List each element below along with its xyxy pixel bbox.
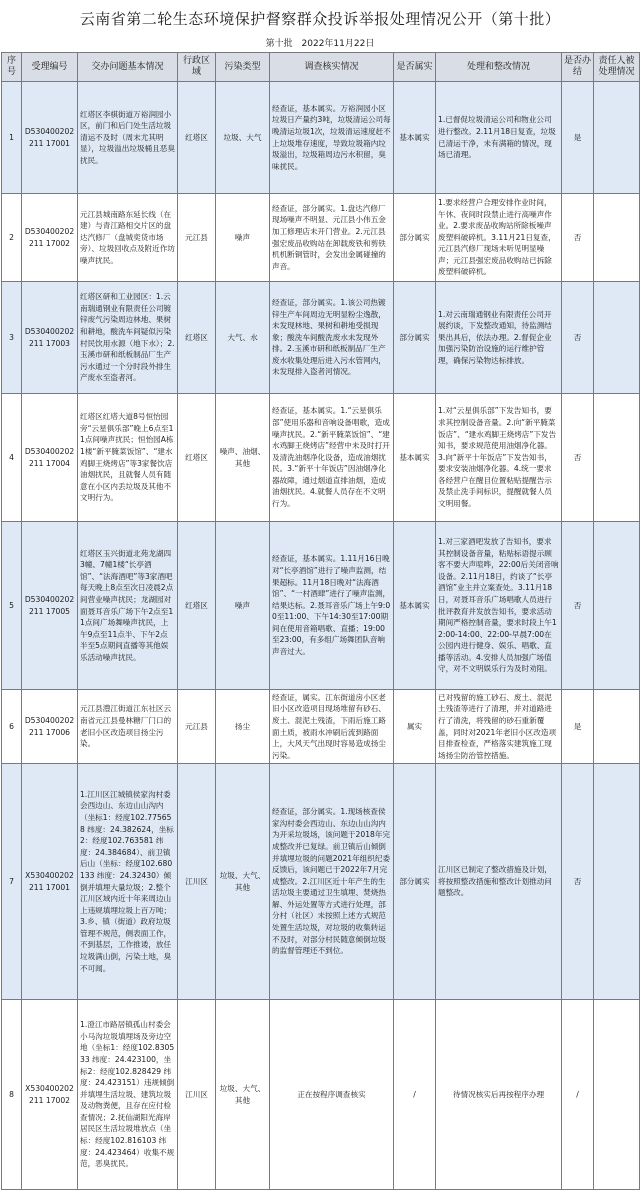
cell-type: 噪声 xyxy=(216,194,270,282)
cell-verdict: 基本属实 xyxy=(394,522,436,690)
cell-investigation: 经查证，部分属实。1.该公司热镀锌生产车间周边无明显粉尘逸散，未发现林地、果树和耕地受损现象；酸洗车间酸洗废水未发现外排。2.玉溪市研和纸板制品厂生产废水收集处理后进入污水管网内，未发现排入盗者河情况。 xyxy=(270,282,394,394)
table-row xyxy=(2,764,640,1000)
cell-district: 元江县 xyxy=(178,194,216,282)
cell-issue: 元江县澧江街道江东社区云南省元江县曼林糖厂门口的老旧小区改造项目扬尘污染。 xyxy=(78,690,178,764)
cell-investigation: 正在按程序调查核实 xyxy=(270,1000,394,1190)
cell-penalty xyxy=(594,1000,640,1190)
cell-verdict: 部分属实 xyxy=(394,764,436,1000)
cell-code: D530400202211 17004 xyxy=(22,394,78,522)
cell-closed: 否 xyxy=(562,394,594,522)
cell-issue: 元江县城南路东延长线（在建）与青江路相交片区的盘达汽修厂（盘城奕货市场旁）、垃圾回收点及附近作坊噪声扰民。 xyxy=(78,194,178,282)
header-verdict: 是否属实 xyxy=(394,53,436,82)
cell-no: 2 xyxy=(2,194,22,282)
cell-verdict: 基本属实 xyxy=(394,82,436,194)
cell-issue: 红塔区红塔大道8号恒怡园旁“云星俱乐部”晚上6点至11点间噪声扰民；恒怡园A栋1楼“新平腌菜饭馆”、“建水鸡脚王烧烤店”等3家餐饮店油烟扰民，且就餐人员有随意在小区内丢垃圾及其他不文明行为。 xyxy=(78,394,178,522)
cell-issue: 1.澄江市路居镇孤山村委会小马沟垃圾填埋场及旁边空地（坐标1：经度102.830533 纬度：24.423100，坐标2：经度102.828429 纬度：24.423151）违规倾倒并填埋生活垃圾、建筑垃圾及动物粪便，且存在应付检查情况；2.抚仙湖阳光海岸居民区生活垃圾堆放点（坐标：经度102.816103 纬度：24.423464）收集不规范，恶臭扰民。 xyxy=(78,1000,178,1190)
cell-district: 元江县 xyxy=(178,690,216,764)
cell-type: 垃圾、大气 xyxy=(216,82,270,194)
cell-district: 红塔区 xyxy=(178,522,216,690)
cell-closed: / xyxy=(562,1000,594,1190)
table-row xyxy=(2,394,640,522)
cell-penalty xyxy=(594,764,640,1000)
cell-investigation: 经查证，部分属实。1.现场核查侯家沟村委会西边山、东边山山沟内为开采垃圾场，该问题于2018年完成整改并已复绿。前卫镇后山倾倒并填埋垃圾的问题2021年组织纪委反馈后，该问题已于2022年7月完成整改。2.江川区近十年产生的生活垃圾主要通过卫生填埋、焚烧热解、外运处置等方式进行处理，部分村（社区）未按照上述方式规范处置生活垃圾，对垃圾的收集转运不及时，对部分村民随意倾倒垃圾的监督管理还不到位。 xyxy=(270,764,394,1000)
header-closed: 是否办结 xyxy=(562,53,594,82)
cell-investigation: 经查证，基本属实。万裕润园小区垃圾日产量约3吨，垃圾清运公司每晚清运垃圾1次，垃圾清运速度赶不上垃圾堆存速度，导致垃圾箱内垃圾溢出，垃圾箱周边污水积留，臭味扰民。 xyxy=(270,82,394,194)
cell-type: 垃圾、大气、其他 xyxy=(216,764,270,1000)
cell-handling: 已对残留的施工砂石、废土、混泥土残渣等进行了清理，并对道路进行了清洗，将残留的砂石重新覆盖，同时对2021年老旧小区改造项目排查检查，严格落实建筑施工现场扬尘防治管控措施。 xyxy=(436,690,562,764)
header-handling: 处理和整改情况 xyxy=(436,53,562,82)
cell-no: 1 xyxy=(2,82,22,194)
cell-investigation: 经查证，基本属实。1.“云星俱乐部”使用乐器和音响设备唱歌，造成噪声扰民。2.“新平腌菜饭馆”、“建水鸡脚王烧烤店”经营中未及时打开及清洗油烟净化设备，造成油烟扰民。3.“新平十年饭店”因油烟净化器故障，通过烟道直排油烟，造成油烟扰民。4.就餐人员存在不文明行为。 xyxy=(270,394,394,522)
cell-verdict: 部分属实 xyxy=(394,282,436,394)
header-penalty: 责任人被处理情况 xyxy=(594,53,640,82)
cell-closed: 否 xyxy=(562,522,594,690)
cell-penalty xyxy=(594,522,640,690)
table-row xyxy=(2,82,640,194)
cell-verdict: / xyxy=(394,1000,436,1190)
cell-investigation: 经查证，属实。江东街道房小区老旧小区改造项目现场堆留有砂石、废土、混泥土残渣，下雨后施工路面土质，被雨水冲刷后流到路面上，大风天气出现时容易造成扬尘污染。 xyxy=(270,690,394,764)
cell-code: X530400202211 17002 xyxy=(22,1000,78,1190)
cell-code: D530400202211 17001 xyxy=(22,82,78,194)
cell-handling: 1.要求经营户合理安排作业时间，午休、夜间时段禁止进行高噪声作业。2.要求废品收购站所除板噪声废塑料破碎机。3.11月21日复查，元江县汽修厂现场未听见明显噪声；元江县强宏废品收购站已拆除废塑料破碎机。 xyxy=(436,194,562,282)
cell-issue: 红塔区李棋街道万裕润园小区，前门和后门处生活垃圾清运不及时（周末尤其明显），垃圾溢出垃圾桶且恶臭扰民。 xyxy=(78,82,178,194)
cell-handling: 1.对云南瑞通钢业有限责任公司开展约谈，下发整改通知，待监测结果出具后，依法办理。2.督促企业加强污染防治设施的运行维护管理，确保污染物达标排放。 xyxy=(436,282,562,394)
cell-code: X530400202211 17001 xyxy=(22,764,78,1000)
table-row xyxy=(2,194,640,282)
cell-no: 4 xyxy=(2,394,22,522)
header-issue: 交办问题基本情况 xyxy=(78,53,178,82)
table-row xyxy=(2,522,640,690)
header-investigation: 调查核实情况 xyxy=(270,53,394,82)
cell-district: 红塔区 xyxy=(178,282,216,394)
batch-label: 第十批 xyxy=(265,39,293,49)
cell-district: 红塔区 xyxy=(178,82,216,194)
cell-handling: 待情况核实后再按程序办理 xyxy=(436,1000,562,1190)
table-row xyxy=(2,282,640,394)
cell-no: 5 xyxy=(2,522,22,690)
cell-penalty xyxy=(594,194,640,282)
header-no: 序号 xyxy=(2,53,22,82)
cell-district: 江川区 xyxy=(178,764,216,1000)
cell-type: 噪声、油烟、其他 xyxy=(216,394,270,522)
cell-handling: 1.已督促垃圾清运公司和物业公司进行整改。2.11月18日复查，垃圾已清运干净，未有满箱的情况，现场已清理。 xyxy=(436,82,562,194)
cell-code: D530400202211 17003 xyxy=(22,282,78,394)
cell-penalty xyxy=(594,282,640,394)
cell-handling: 江川区已制定了整改措施及计划，将按照整改措施和整改计划推动问题整改。 xyxy=(436,764,562,1000)
cell-type: 垃圾、大气、其他 xyxy=(216,1000,270,1190)
cell-closed: 否 xyxy=(562,282,594,394)
cell-closed: 否 xyxy=(562,194,594,282)
cell-type: 大气、水 xyxy=(216,282,270,394)
cell-investigation: 经查证，基本属实。1.11月16日晚对“长亭酒馆”进行了噪声监测，结果超标。11月18日晚对“法海酒馆”、“一村酒肆”进行了噪声监测，结果达标。2.聂耳音乐广场上午9:00至11:00、下午14:30至17:00期间在使用音箱唱歌、直播；19:00至23:00，有多组广场舞团队音响声音过大。 xyxy=(270,522,394,690)
table-row xyxy=(2,690,640,764)
cell-verdict: 部分属实 xyxy=(394,194,436,282)
cell-code: D530400202211 17006 xyxy=(22,690,78,764)
cell-closed: 否 xyxy=(562,764,594,1000)
table-header-row xyxy=(2,53,640,82)
cell-penalty xyxy=(594,690,640,764)
document-subtitle xyxy=(0,36,640,49)
cell-issue: 1.江川区江城镇侯家沟村委会西边山、东边山山沟内（坐标1：经度102.775658 纬度：24.382624，坐标2：经度102.763581 纬度：24.384684）、前卫镇后山（坐标：经度102.680133 纬度：24.32430）倾倒并填埋大量垃圾；2.整个江川区域内近十年来周边山上违规填埋垃圾上百万吨；3.乡、镇（街道）政府垃圾管理不规范，侧表面工作，不到基层，工作推诿，放任垃圾满山倒，污染土地，臭不可闻。 xyxy=(78,764,178,1000)
cell-code: D530400202211 17005 xyxy=(22,522,78,690)
cell-closed: 是 xyxy=(562,82,594,194)
cell-no: 6 xyxy=(2,690,22,764)
table-row xyxy=(2,1000,640,1190)
header-code: 受理编号 xyxy=(22,53,78,82)
cell-handling: 1.对三家酒吧发放了告知书，要求其控制设备音量，粘贴标语提示顾客不要大声喧哗，22:00后关闭音响设备。2.11月18日，约谈了“长亭酒馆”业主并立案查处。3.11月18日，对聂耳音乐广场唱歌人员进行批评教育并发放告知书，要求活动期间严格控制音量，要求时段上午12:00-14:00、22:00-早晨7:00在公园内进行健身、娱乐、唱歌、直播等活动。4.安排人员加强广场值守，对不文明娱乐行为及时劝阻。 xyxy=(436,522,562,690)
cell-verdict: 属实 xyxy=(394,690,436,764)
cell-district: 红塔区 xyxy=(178,394,216,522)
cell-verdict: 基本属实 xyxy=(394,394,436,522)
cell-code: D530400202211 17002 xyxy=(22,194,78,282)
header-district: 行政区域 xyxy=(178,53,216,82)
cell-type: 噪声 xyxy=(216,522,270,690)
cell-no: 7 xyxy=(2,764,22,1000)
cell-no: 8 xyxy=(2,1000,22,1190)
publish-date: 2022年11月22日 xyxy=(301,39,375,49)
cell-district: 江川区 xyxy=(178,1000,216,1190)
cell-issue: 红塔区玉兴街道北苑龙湖四3幢、7幢1楼“长亭酒馆”、“法海酒吧”等3家酒吧每天晚上8点至次日凌晨2点间营业噪声扰民；龙湖园对面聂耳音乐广场下午2点至11点间广场舞噪声扰民，上午9点至11点半、下午2点半至5点期间直播等其他娱乐活动噪声扰民。 xyxy=(78,522,178,690)
cell-penalty xyxy=(594,82,640,194)
complaint-table xyxy=(1,52,640,1190)
cell-penalty xyxy=(594,394,640,522)
cell-investigation: 经查证，部分属实。1.盘达汽修厂现场噪声不明显、元江县小伟五金加工修理店未开门营业。2.元江县强宏废品收购站在卸载废铁和剪铁机机断铜管时，会发出金属碰撞的声音。 xyxy=(270,194,394,282)
cell-issue: 红塔区研和工业园区：1.云南瑞通钢业有限责任公司镀锌废气污染周边林地、果树和耕地，酸洗车间疑似污染村民饮用水源（地下水）；2.玉溪市研和纸板制品厂生产污水通过一个分时段外排生产废水至盗者河。 xyxy=(78,282,178,394)
document-title: 云南省第二轮生态环境保护督察群众投诉举报处理情况公开（第十批） xyxy=(79,10,561,28)
cell-closed: 是 xyxy=(562,690,594,764)
header-type: 污染类型 xyxy=(216,53,270,82)
cell-handling: 1.对“云星俱乐部”下发告知书，要求其控制设备音量。2.向“新平腌菜饭店”、“建水鸡脚王烧烤店”下发告知书，要求规范使用油烟净化器。3.向“新平十年饭店”下发告知书，要求安装油烟净化器。4.统一要求各经营户在醒目位置粘贴提醒告示及禁止洗手间标识，提醒就餐人员文明用餐。 xyxy=(436,394,562,522)
cell-no: 3 xyxy=(2,282,22,394)
cell-type: 扬尘 xyxy=(216,690,270,764)
